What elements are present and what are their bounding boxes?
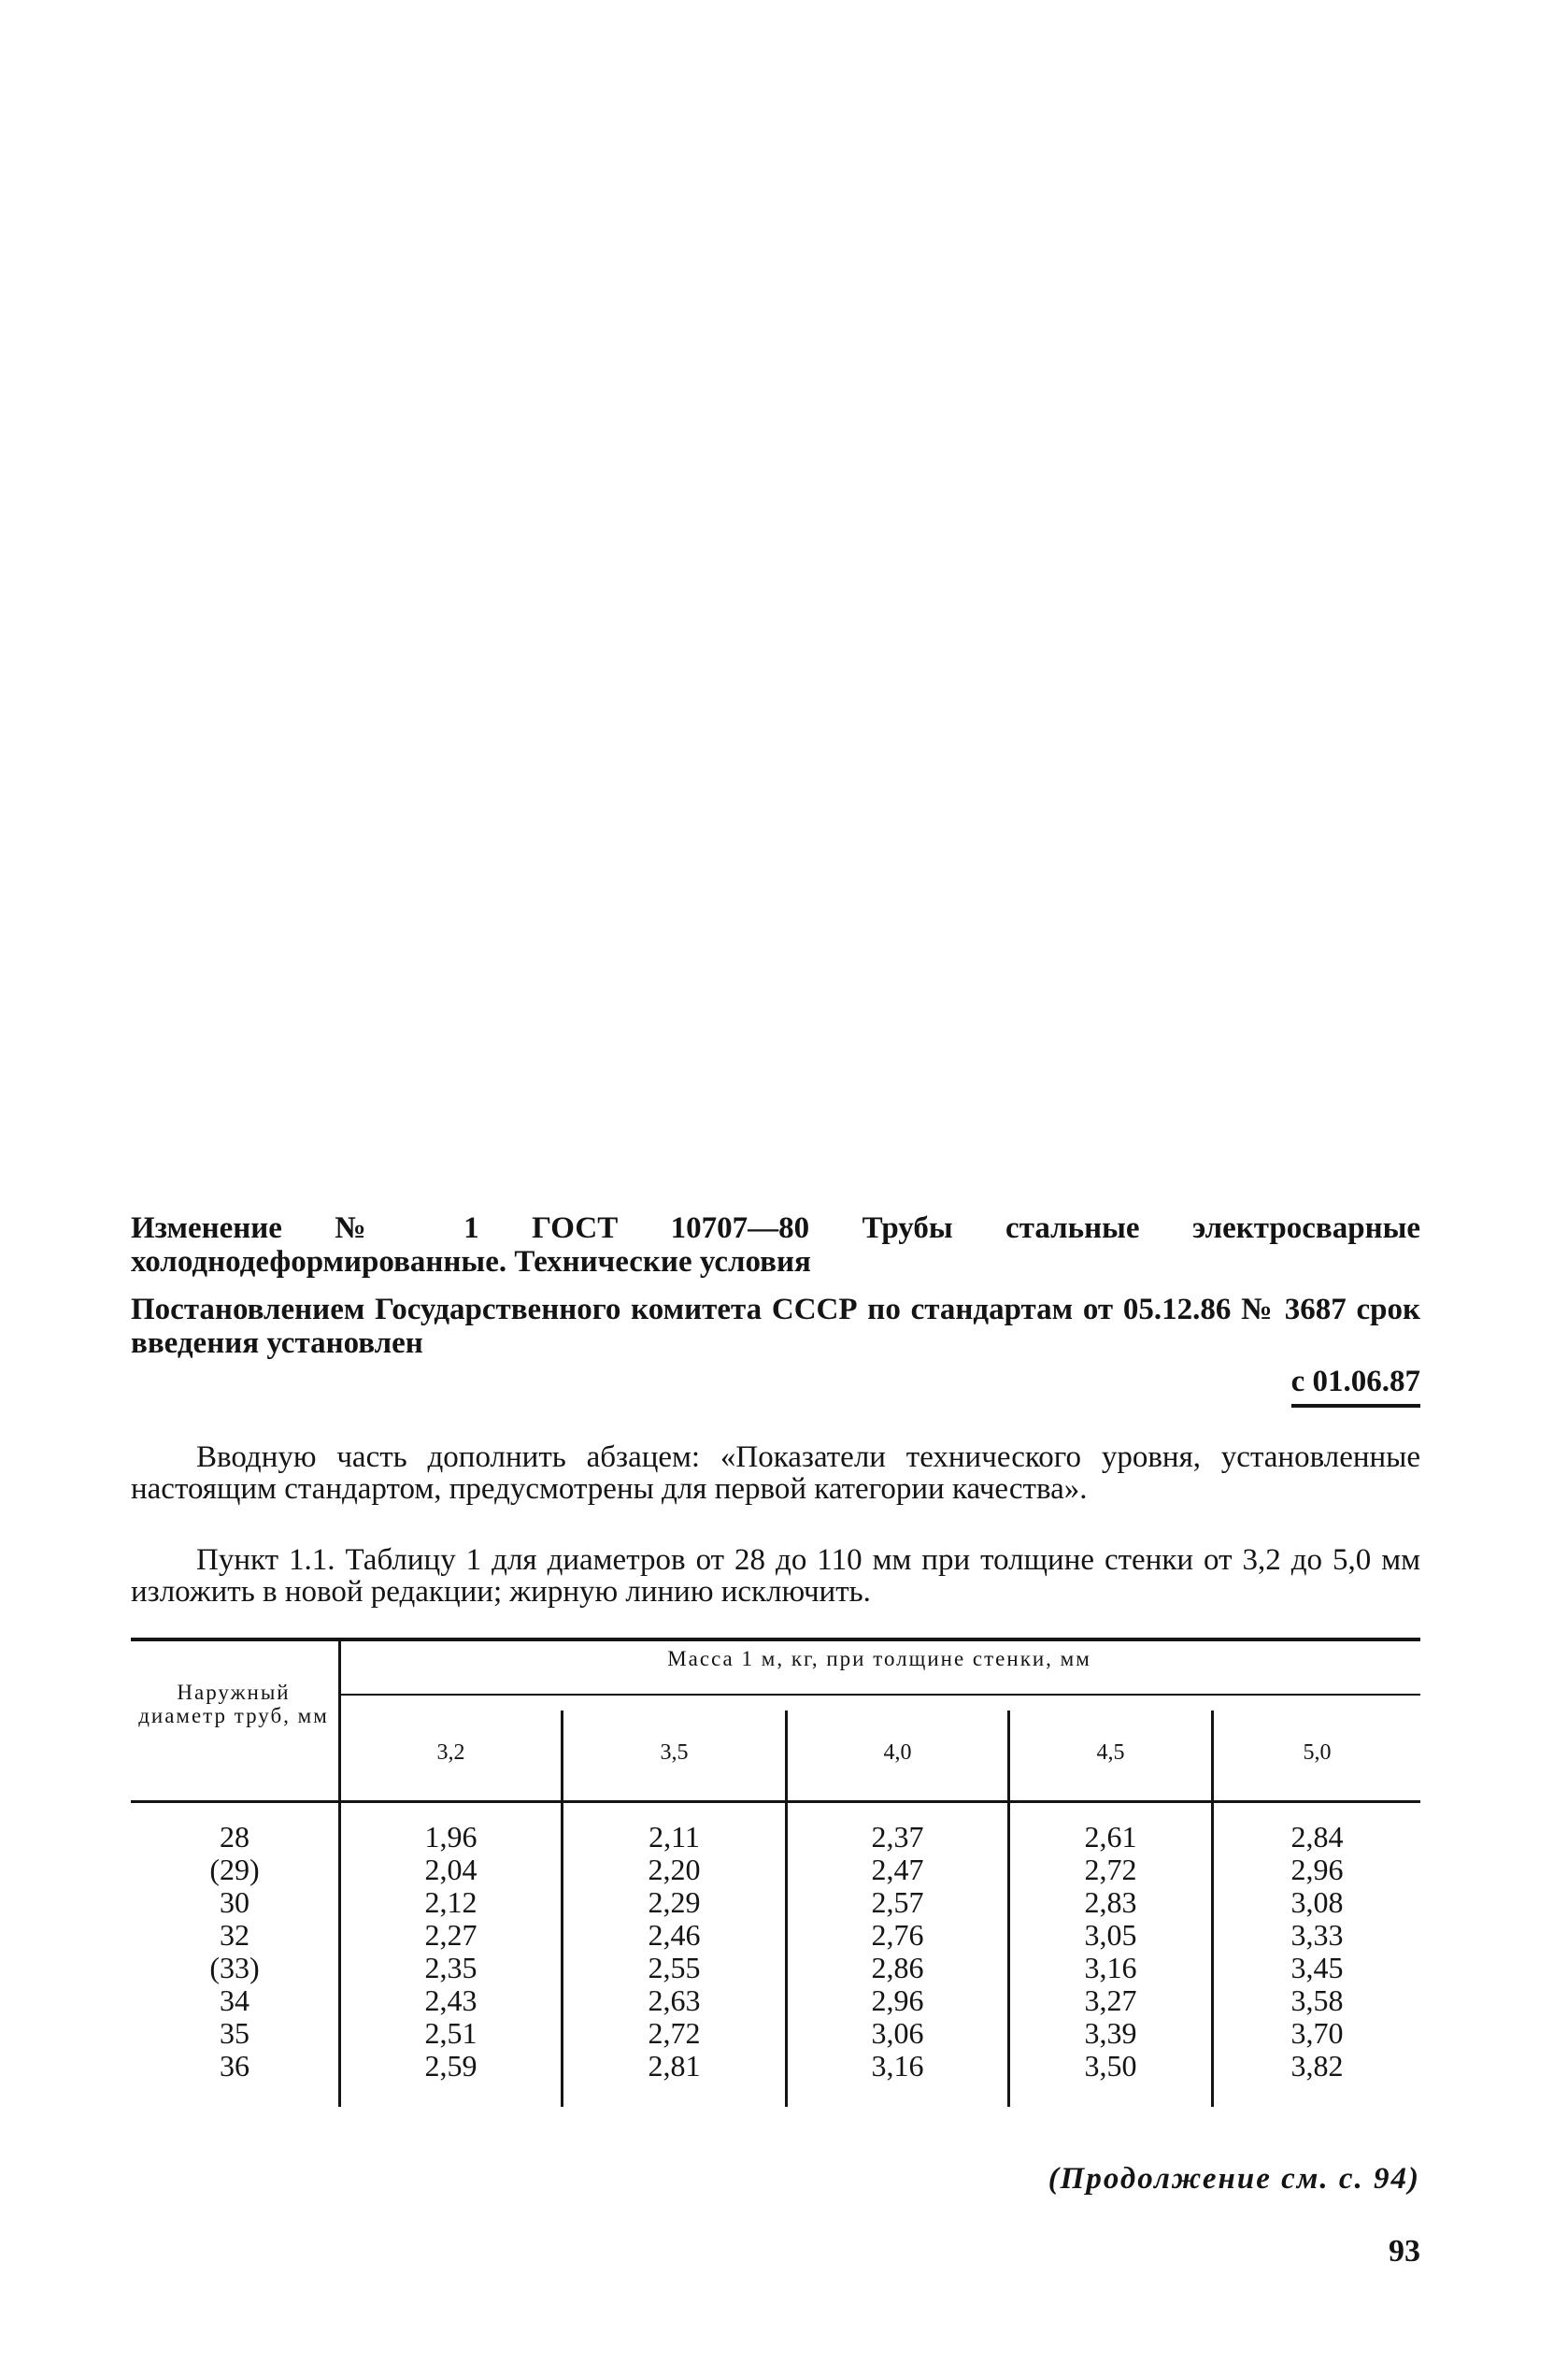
diameter-cell: 30 <box>220 1885 249 1919</box>
diameter-cell: 36 <box>220 2049 249 2083</box>
mass-cell: 2,43 <box>424 1983 478 2017</box>
thickness-header-3-5: 3,5 <box>660 1740 689 1765</box>
table-top-rule <box>131 1638 1420 1641</box>
thickness-header-3-2: 3,2 <box>436 1740 465 1765</box>
mass-cell: 2,83 <box>1084 1885 1137 1919</box>
thickness-header-4-0: 4,0 <box>883 1740 912 1765</box>
paragraph-item-1-1: Пункт 1.1. Таблицу 1 для диаметров от 28 до 110 мм при толщине стенки от 3,2 до 5,0 мм изложить в новой редакции; жирную линию исключить. <box>131 1543 1420 1609</box>
mass-cell: 2,20 <box>648 1853 701 1886</box>
mass-cell: 2,12 <box>424 1885 478 1919</box>
pipe-mass-table <box>131 1638 1420 2114</box>
mass-cell: 2,72 <box>648 2016 701 2050</box>
mass-cell: 2,61 <box>1084 1820 1137 1854</box>
mass-cell: 2,72 <box>1084 1853 1137 1886</box>
mass-cell: 2,96 <box>871 1983 924 2017</box>
diameter-header: Наружный диаметр труб, мм <box>138 1681 329 1727</box>
mass-column-3-5 <box>563 1821 785 2083</box>
diameter-cell: 32 <box>220 1918 249 1952</box>
mass-cell: 2,59 <box>424 2049 478 2083</box>
mass-column-4-0 <box>788 1821 1007 2083</box>
mass-cell: 3,05 <box>1084 1918 1137 1952</box>
mass-cell: 2,37 <box>871 1820 924 1854</box>
mass-cell: 2,11 <box>649 1820 700 1854</box>
mass-cell: 3,70 <box>1290 2016 1344 2050</box>
mass-cell: 2,81 <box>648 2049 701 2083</box>
header-bottom-rule <box>131 1800 1420 1803</box>
mass-cell: 3,82 <box>1290 2049 1344 2083</box>
amendment-title: Изменение № 1 ГОСТ 10707—80 Трубы стальные электросварные холоднодеформированные. Технические условия <box>131 1211 1420 1279</box>
mass-cell: 3,39 <box>1084 2016 1137 2050</box>
diameter-cell: (29) <box>209 1853 260 1886</box>
mass-cell: 3,50 <box>1084 2049 1137 2083</box>
mass-column-3-2 <box>341 1821 561 2083</box>
page-number: 93 <box>1389 2234 1420 2269</box>
document-page <box>131 0 1420 2362</box>
mass-cell: 3,16 <box>871 2049 924 2083</box>
diameter-cell: 35 <box>220 2016 249 2050</box>
mass-header-rule <box>338 1694 1420 1696</box>
diameter-cell: 28 <box>220 1820 249 1854</box>
mass-column-5-0 <box>1214 1821 1420 2083</box>
mass-cell: 3,33 <box>1290 1918 1344 1952</box>
mass-cell: 2,76 <box>871 1918 924 1952</box>
mass-cell: 2,27 <box>424 1918 478 1952</box>
mass-cell: 2,47 <box>871 1853 924 1886</box>
decree-text: Постановлением Государственного комитета СССР по стандартам от 05.12.86 № 3687 срок введения установлен <box>131 1293 1420 1360</box>
effective-date: с 01.06.87 <box>1291 1365 1420 1408</box>
mass-cell: 1,96 <box>424 1820 478 1854</box>
mass-cell: 2,86 <box>871 1951 924 1984</box>
mass-cell: 2,84 <box>1290 1820 1344 1854</box>
mass-cell: 2,35 <box>424 1951 478 1984</box>
mass-header: Масса 1 м, кг, при толщине стенки, мм <box>667 1647 1091 1670</box>
thickness-header-4-5: 4,5 <box>1096 1740 1125 1765</box>
diameter-cell: 34 <box>220 1983 249 2017</box>
diameter-column <box>131 1821 338 2083</box>
mass-cell: 3,08 <box>1290 1885 1344 1919</box>
paragraph-intro: Вводную часть дополнить абзацем: «Показатели технического уровня, установленные настоящим стандартом, предусмотрены для первой категории качества». <box>131 1440 1420 1506</box>
mass-cell: 2,51 <box>424 2016 478 2050</box>
mass-cell: 3,45 <box>1290 1951 1344 1984</box>
mass-column-4-5 <box>1010 1821 1211 2083</box>
mass-cell: 2,04 <box>424 1853 478 1886</box>
mass-cell: 3,27 <box>1084 1983 1137 2017</box>
mass-cell: 2,57 <box>871 1885 924 1919</box>
mass-cell: 3,58 <box>1290 1983 1344 2017</box>
mass-cell: 2,63 <box>648 1983 701 2017</box>
mass-cell: 2,55 <box>648 1951 701 1984</box>
mass-cell: 3,06 <box>871 2016 924 2050</box>
mass-cell: 2,96 <box>1290 1853 1344 1886</box>
mass-cell: 2,46 <box>648 1918 701 1952</box>
mass-cell: 2,29 <box>648 1885 701 1919</box>
continued-note: (Продолжение см. с. 94) <box>1048 2162 1420 2196</box>
thickness-header-5-0: 5,0 <box>1303 1740 1332 1765</box>
diameter-cell: (33) <box>209 1951 260 1984</box>
mass-cell: 3,16 <box>1084 1951 1137 1984</box>
